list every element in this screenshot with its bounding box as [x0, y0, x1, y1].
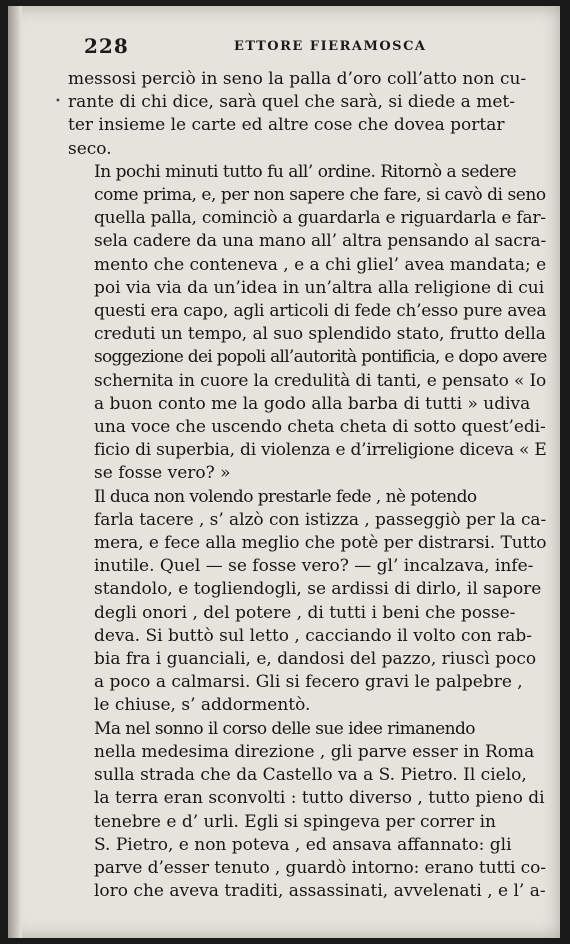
page-gutter-shadow — [8, 6, 22, 938]
text-line: come prima, e, per non sapere che fare, si cavò di seno — [94, 185, 546, 206]
text-line: se fosse vero? » — [94, 463, 231, 484]
text-line: ter insieme le carte ed altre cose che dovea portar — [68, 115, 505, 136]
text-line: una voce che uscendo cheta cheta di sotto quest’edi- — [94, 417, 546, 438]
text-line: Ma nel sonno il corso delle sue idee rimanendo — [94, 718, 475, 739]
text-line: poi via via da un’idea in un’altra alla religione di cui — [94, 277, 545, 298]
text-line: farla tacere , s’ alzò con istizza , passeggiò per la ca- — [94, 509, 547, 530]
text-line: creduti un tempo, al suo splendido stato, frutto della — [94, 324, 546, 345]
text-line: S. Pietro, e non poteva , ed ansava affannato: gli — [94, 834, 512, 855]
text-line: messosi perciò in seno la palla d’oro coll’atto non cu- — [68, 69, 527, 89]
text-line: le chiuse, s’ addormentò. — [94, 695, 311, 716]
text-line: ficio di superbia, di violenza e d’irreligione diceva « E — [94, 440, 547, 461]
text-line: deva. Si buttò sul letto , cacciando il volto con rab- — [94, 625, 532, 646]
text-line: tenebre e d’ urli. Egli si spingeva per correr in — [94, 811, 496, 832]
margin-mark: • — [55, 96, 61, 107]
text-line: inutile. Quel — se fosse vero? — gl’ incalzava, infe- — [94, 556, 534, 577]
text-line: mera, e fece alla meglio che potè per distrarsi. Tutto — [94, 533, 547, 554]
text-line: sulla strada che da Castello va a S. Pietro. Il cielo, — [94, 765, 527, 786]
text-line: a buon conto me la godo alla barba di tutti » udiva — [94, 393, 531, 414]
text-line: sela cadere da una mano all’ altra pensando al sacra- — [94, 231, 547, 252]
body-text — [68, 68, 546, 903]
paragraph — [68, 161, 546, 486]
text-line: seco. — [68, 138, 112, 159]
paragraph — [68, 486, 546, 718]
text-line: quella palla, cominciò a guardarla e riguardarla e far- — [94, 208, 546, 229]
text-line: In pochi minuti tutto fu all’ ordine. Ritornò a sedere — [94, 161, 517, 182]
text-line: la terra eran sconvolti : tutto diverso , tutto pieno di — [94, 788, 545, 809]
page-number: 228 — [84, 34, 129, 58]
text-line: parve d’esser tenuto , guardò intorno: erano tutti co- — [94, 857, 546, 878]
text-line: rante di chi dice, sarà quel che sarà, si diede a met- — [68, 92, 515, 113]
book-page — [8, 6, 560, 938]
page-header — [84, 34, 520, 64]
text-line: standolo, e togliendogli, se ardissi di dirlo, il sapore — [94, 579, 542, 600]
text-line: loro che aveva traditi, assassinati, avvelenati , e l’ a- — [94, 881, 546, 902]
text-line: questi era capo, agli articoli di fede ch’esso pure avea — [94, 301, 547, 322]
text-line: nella medesima direzione , gli parve esser in Roma — [94, 741, 535, 762]
paragraph — [68, 68, 546, 161]
running-title: ETTORE FIERAMOSCA — [234, 39, 427, 54]
text-line: bia fra i guanciali, e, dandosi del pazzo, riuscì poco — [94, 649, 537, 670]
text-line: degli onori , del potere , di tutti i beni che posse- — [94, 602, 516, 623]
paragraph — [68, 718, 546, 904]
text-line: schernita in cuore la credulità di tanti, e pensato « Io — [94, 370, 547, 391]
text-line: a poco a calmarsi. Gli si fecero gravi le palpebre , — [94, 672, 523, 693]
text-line: mento che conteneva , e a chi gliel’ avea mandata; e — [94, 254, 547, 275]
text-line: Il duca non volendo prestarle fede , nè potendo — [94, 486, 477, 507]
text-line: soggezione dei popoli all’autorità pontificia, e dopo avere — [94, 347, 547, 368]
